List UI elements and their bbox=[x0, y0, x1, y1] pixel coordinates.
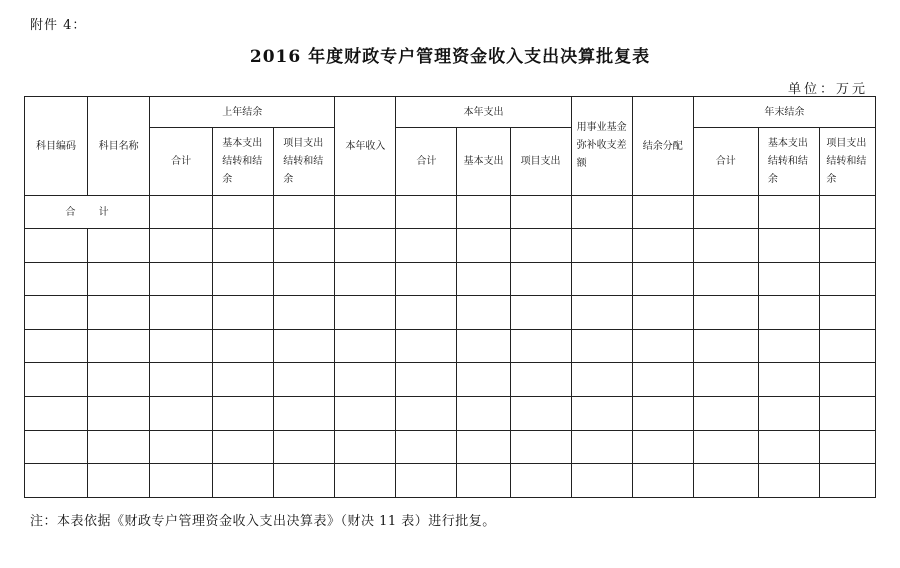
cell bbox=[571, 329, 632, 363]
cell bbox=[88, 262, 150, 296]
cell bbox=[457, 329, 510, 363]
cell bbox=[632, 464, 693, 498]
table-row bbox=[25, 262, 876, 296]
cell bbox=[693, 296, 758, 330]
cell bbox=[213, 363, 274, 397]
budget-table bbox=[24, 96, 876, 498]
cell bbox=[396, 262, 457, 296]
total-row-label-text: 合 计 bbox=[65, 206, 119, 218]
cell bbox=[571, 296, 632, 330]
cell bbox=[396, 229, 457, 263]
cell bbox=[25, 262, 88, 296]
cell bbox=[25, 430, 88, 464]
header-end-basic-text: 基本支出结转和结余 bbox=[767, 137, 808, 185]
cell bbox=[335, 296, 396, 330]
header-prev-balance: 上年结余 bbox=[150, 97, 335, 128]
cell bbox=[632, 296, 693, 330]
cell bbox=[150, 396, 213, 430]
cell bbox=[632, 262, 693, 296]
table-row bbox=[25, 296, 876, 330]
cell bbox=[150, 329, 213, 363]
cell bbox=[571, 430, 632, 464]
cell bbox=[510, 196, 571, 229]
attachment-label: 附件 4： bbox=[30, 18, 87, 33]
cell bbox=[758, 296, 819, 330]
cell bbox=[335, 329, 396, 363]
table-row bbox=[25, 229, 876, 263]
cell bbox=[632, 396, 693, 430]
cell bbox=[335, 229, 396, 263]
cell bbox=[693, 196, 758, 229]
cell bbox=[571, 396, 632, 430]
cell bbox=[571, 196, 632, 229]
cell bbox=[457, 396, 510, 430]
header-end-project bbox=[819, 128, 875, 196]
cell bbox=[396, 363, 457, 397]
cell bbox=[25, 396, 88, 430]
cell bbox=[396, 329, 457, 363]
cell bbox=[693, 464, 758, 498]
cell bbox=[335, 430, 396, 464]
cell bbox=[632, 430, 693, 464]
table-row bbox=[25, 396, 876, 430]
cell bbox=[693, 229, 758, 263]
cell bbox=[510, 464, 571, 498]
cell bbox=[758, 430, 819, 464]
cell bbox=[758, 329, 819, 363]
cell bbox=[25, 464, 88, 498]
header-prev-basic bbox=[213, 128, 274, 196]
cell bbox=[693, 262, 758, 296]
header-end-balance: 年末结余 bbox=[693, 97, 875, 128]
cell bbox=[25, 229, 88, 263]
header-prev-basic-text: 基本支出结转和结余 bbox=[222, 137, 263, 185]
table-row bbox=[25, 363, 876, 397]
cell bbox=[693, 430, 758, 464]
cell bbox=[396, 196, 457, 229]
cell bbox=[213, 296, 274, 330]
header-exp-total: 合计 bbox=[396, 128, 457, 196]
cell bbox=[274, 196, 335, 229]
header-exp-basic: 基本支出 bbox=[457, 128, 510, 196]
header-exp-project: 项目支出 bbox=[510, 128, 571, 196]
cell bbox=[819, 196, 875, 229]
cell bbox=[758, 196, 819, 229]
header-subsidy-text: 用事业基金弥补收支差额 bbox=[576, 122, 627, 169]
cell bbox=[213, 329, 274, 363]
cell bbox=[819, 329, 875, 363]
cell bbox=[693, 396, 758, 430]
cell bbox=[396, 396, 457, 430]
cell bbox=[274, 296, 335, 330]
unit-label: 单位：万元 bbox=[787, 82, 868, 97]
cell bbox=[510, 329, 571, 363]
cell bbox=[274, 430, 335, 464]
cell bbox=[510, 363, 571, 397]
page-title: 2016 年度财政专户管理资金收入支出决算批复表 bbox=[249, 47, 651, 67]
cell bbox=[150, 363, 213, 397]
header-distribution: 结余分配 bbox=[632, 97, 693, 196]
cell bbox=[510, 430, 571, 464]
cell bbox=[819, 464, 875, 498]
cell bbox=[758, 363, 819, 397]
cell bbox=[335, 196, 396, 229]
cell bbox=[396, 430, 457, 464]
cell bbox=[457, 296, 510, 330]
cell bbox=[274, 464, 335, 498]
cell bbox=[819, 296, 875, 330]
cell bbox=[25, 363, 88, 397]
cell bbox=[396, 464, 457, 498]
cell bbox=[274, 229, 335, 263]
table-row bbox=[25, 430, 876, 464]
cell bbox=[88, 229, 150, 263]
cell bbox=[213, 229, 274, 263]
cell bbox=[88, 464, 150, 498]
table-row bbox=[25, 329, 876, 363]
cell bbox=[457, 464, 510, 498]
cell bbox=[150, 229, 213, 263]
cell bbox=[274, 396, 335, 430]
cell bbox=[510, 296, 571, 330]
total-row bbox=[25, 196, 876, 229]
cell bbox=[213, 196, 274, 229]
cell bbox=[274, 262, 335, 296]
cell bbox=[213, 396, 274, 430]
cell bbox=[457, 262, 510, 296]
cell bbox=[150, 262, 213, 296]
cell bbox=[819, 430, 875, 464]
cell bbox=[457, 196, 510, 229]
cell bbox=[510, 262, 571, 296]
cell bbox=[571, 229, 632, 263]
cell bbox=[25, 296, 88, 330]
cell bbox=[274, 329, 335, 363]
header-subject-code: 科目编码 bbox=[25, 97, 88, 196]
cell bbox=[88, 430, 150, 464]
cell bbox=[335, 464, 396, 498]
cell bbox=[758, 229, 819, 263]
header-end-total: 合计 bbox=[693, 128, 758, 196]
header-subject-name: 科目名称 bbox=[88, 97, 150, 196]
cell bbox=[693, 363, 758, 397]
cell bbox=[819, 396, 875, 430]
cell bbox=[632, 196, 693, 229]
cell bbox=[632, 229, 693, 263]
cell bbox=[150, 196, 213, 229]
cell bbox=[213, 464, 274, 498]
header-prev-project bbox=[274, 128, 335, 196]
cell bbox=[150, 296, 213, 330]
cell bbox=[758, 464, 819, 498]
cell bbox=[758, 396, 819, 430]
header-end-project-text: 项目支出结转和结余 bbox=[826, 137, 867, 185]
cell bbox=[457, 229, 510, 263]
cell bbox=[571, 464, 632, 498]
cell bbox=[693, 329, 758, 363]
header-income: 本年收入 bbox=[335, 97, 396, 196]
cell bbox=[150, 430, 213, 464]
cell bbox=[510, 229, 571, 263]
cell bbox=[335, 262, 396, 296]
cell bbox=[632, 363, 693, 397]
cell bbox=[274, 363, 335, 397]
cell bbox=[758, 262, 819, 296]
total-row-label bbox=[25, 196, 150, 229]
header-subsidy bbox=[571, 97, 632, 196]
cell bbox=[632, 329, 693, 363]
cell bbox=[88, 363, 150, 397]
cell bbox=[150, 464, 213, 498]
cell bbox=[88, 296, 150, 330]
table-row bbox=[25, 464, 876, 498]
cell bbox=[457, 363, 510, 397]
header-prev-total: 合计 bbox=[150, 128, 213, 196]
cell bbox=[213, 262, 274, 296]
header-expenditure: 本年支出 bbox=[396, 97, 571, 128]
cell bbox=[396, 296, 457, 330]
cell bbox=[510, 396, 571, 430]
cell bbox=[335, 363, 396, 397]
cell bbox=[819, 262, 875, 296]
cell bbox=[335, 396, 396, 430]
cell bbox=[571, 363, 632, 397]
cell bbox=[25, 329, 88, 363]
header-end-basic bbox=[758, 128, 819, 196]
cell bbox=[88, 329, 150, 363]
cell bbox=[213, 430, 274, 464]
cell bbox=[457, 430, 510, 464]
header-prev-project-text: 项目支出结转和结余 bbox=[283, 137, 324, 185]
cell bbox=[819, 363, 875, 397]
cell bbox=[571, 262, 632, 296]
cell bbox=[88, 396, 150, 430]
footnote: 注：本表依据《财政专户管理资金收入支出决算表》（财决 11 表）进行批复。 bbox=[30, 514, 496, 529]
cell bbox=[819, 229, 875, 263]
